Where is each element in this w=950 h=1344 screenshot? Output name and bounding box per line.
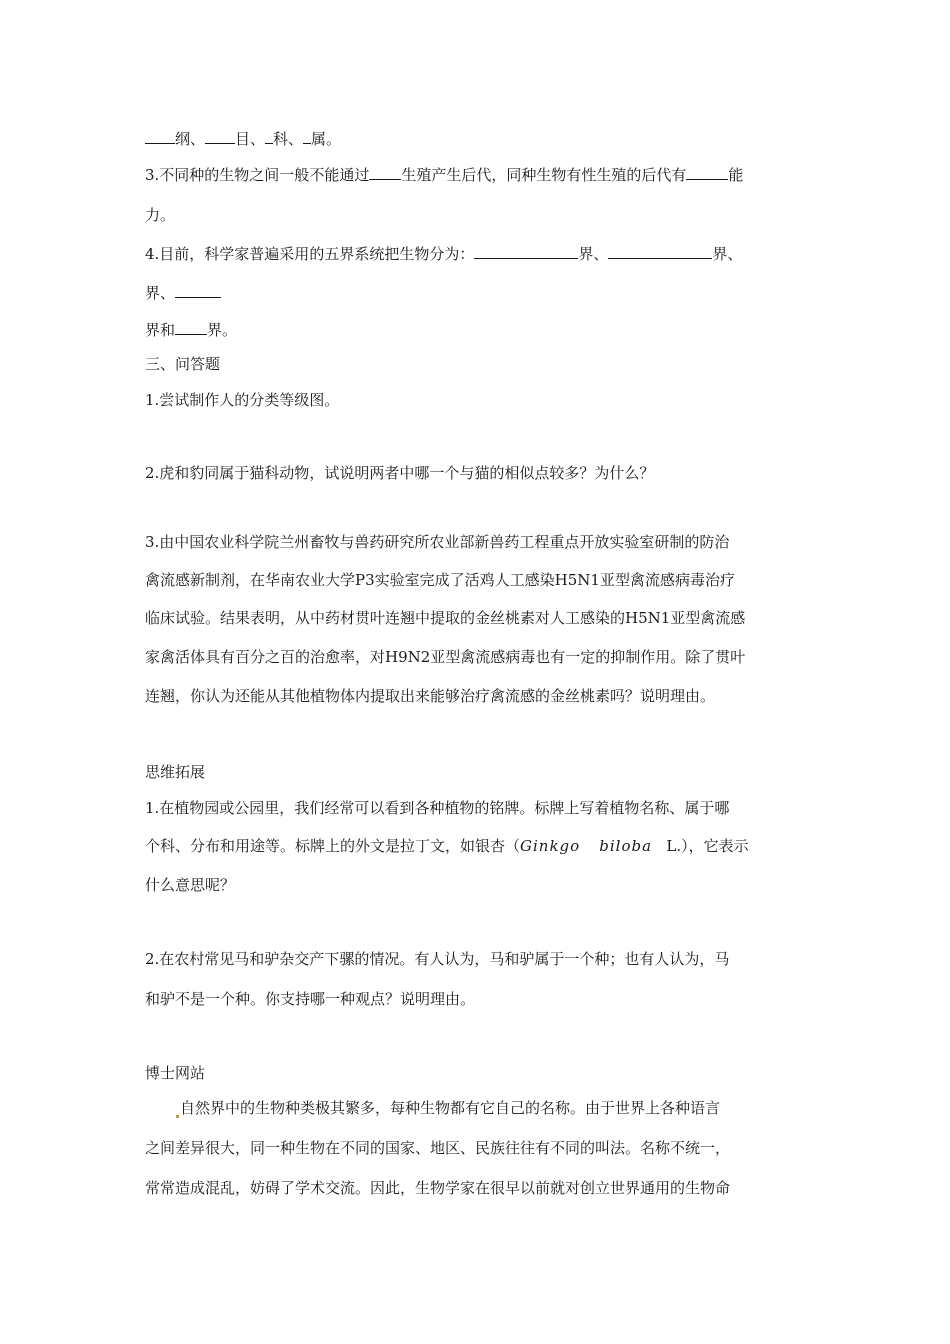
mark-dot xyxy=(176,1115,179,1118)
latin-genus: Ginkgo xyxy=(520,837,581,855)
qa-question-3-line2: 禽流感新制剂，在华南农业大学P3实验室完成了活鸡人工感染H5N1亚型禽流感病毒治疗 xyxy=(145,571,735,589)
blank[interactable] xyxy=(265,127,273,144)
blank[interactable] xyxy=(686,163,728,180)
blank[interactable] xyxy=(303,127,311,144)
qa-question-3-line3: 临床试验。结果表明，从中药材贯叶连翘中提取的金丝桃素对人工感染的H5N1亚型禽流感 xyxy=(145,609,746,627)
question-3: 3.不同种的生物之间一般不能通过 生殖产生后代，同种生物有性生殖的后代有 能 xyxy=(145,163,743,185)
blank[interactable] xyxy=(608,242,712,259)
question-3-cont: 力。 xyxy=(145,206,176,224)
thinking-question-1-line3: 什么意思呢？ xyxy=(145,876,236,894)
blank[interactable] xyxy=(474,242,578,259)
site-paragraph-line1: 自然界中的生物种类极其繁多，每种生物都有它自己的名称。由于世界上各种语言 xyxy=(175,1098,720,1118)
thinking-question-1-line2: 个科、分布和用途等。标牌上的外文是拉丁文，如银杏（Ginkgo biloba L.），它表示 xyxy=(145,837,749,855)
question-4-cont1: 界、 xyxy=(145,281,221,303)
blank[interactable] xyxy=(205,127,235,144)
qa-question-3-line4: 家禽活体具有百分之百的治愈率，对H9N2亚型禽流感病毒也有一定的抑制作用。除了贯叶 xyxy=(145,648,746,666)
question-4: 4.目前，科学家普遍采用的五界系统把生物分为： 界、 界、 xyxy=(145,242,742,264)
qa-question-3-line5: 连翘，你认为还能从其他植物体内提取出来能够治疗禽流感的金丝桃素吗？说明理由。 xyxy=(145,687,716,705)
blank[interactable] xyxy=(369,163,401,180)
blank[interactable] xyxy=(175,281,221,298)
qa-question-3-line1: 3.由中国农业科学院兰州畜牧与兽药研究所农业部新兽药工程重点开放实验室研制的防治 xyxy=(145,533,730,551)
question-4-cont2: 界和 界。 xyxy=(145,318,237,340)
section-title-site: 博士网站 xyxy=(145,1064,206,1082)
qa-question-2: 2.虎和豹同属于猫科动物，试说明两者中哪一个与猫的相似点较多？为什么？ xyxy=(145,464,655,482)
thinking-question-2-line2: 和驴不是一个种。你支持哪一种观点？说明理由。 xyxy=(145,990,476,1008)
latin-species: biloba xyxy=(599,837,653,855)
section-title-thinking: 思维拓展 xyxy=(145,763,206,781)
thinking-question-2-line1: 2.在农村常见马和驴杂交产下骡的情况。有人认为，马和驴属于一个种；也有人认为，马 xyxy=(145,950,730,968)
site-paragraph-line3: 常常造成混乱，妨碍了学术交流。因此，生物学家在很早以前就对创立世界通用的生物命 xyxy=(145,1179,731,1197)
fill-line-classification: 纲、 目、 科、 属。 xyxy=(145,127,341,149)
blank[interactable] xyxy=(175,318,207,335)
thinking-question-1-line1: 1.在植物园或公园里，我们经常可以看到各种植物的铭牌。标牌上写着植物名称、属于哪 xyxy=(145,799,730,817)
qa-question-1: 1.尝试制作人的分类等级图。 xyxy=(145,391,340,409)
blank[interactable] xyxy=(145,127,175,144)
site-paragraph-line2: 之间差异很大，同一种生物在不同的国家、地区、民族往往有不同的叫法。名称不统一， xyxy=(145,1139,731,1157)
section-title-qa: 三、问答题 xyxy=(145,355,221,373)
